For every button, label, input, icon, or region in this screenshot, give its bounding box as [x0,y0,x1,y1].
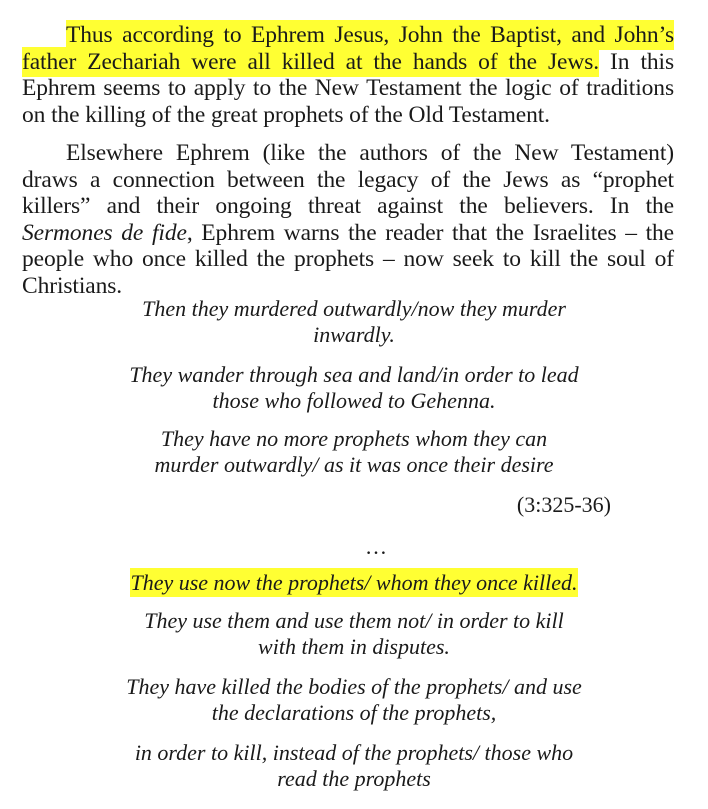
verse-stanza [0,740,708,792]
highlighted-sentence: Thus according to Ephrem Jesus, John the Baptist, and John’s father Zechariah were all killed at the hands of the Jews. [22,22,674,75]
verse-line: They wander through sea and land/in order to lead [129,362,579,387]
verse-line: the declarations of the prophets, [211,700,497,725]
verse-stanza [0,608,708,660]
verse-line: murder outwardly/ as it was once their desire [154,452,554,477]
verse-line: in order to kill, instead of the prophets/ those who [134,740,574,765]
paragraph-1-rest: In this Ephrem seems to apply to the New Testament the logic of traditions on the killing of the great prophets of the Old Testament. [22,48,674,128]
ellipsis: … [365,534,387,559]
verse-stanza [0,674,708,726]
verse-stanza [0,296,708,348]
verse-line: They have no more prophets whom they can [160,426,548,451]
document-body [22,22,674,299]
highlighted-verse-line: They use now the prophets/ whom they once killed. [130,570,578,595]
verse-line: They use them and use them not/ in order to kill [144,608,564,633]
paragraph-2-text-a: Elsewhere Ephrem (like the authors of the New Testament) draws a connection between the legacy of the Jews as “prophet killers” and their ongoing threat against the believers. In the [22,140,674,219]
verse-line: those who followed to Gehenna. [212,388,496,413]
verse-line: with them in disputes. [258,634,450,659]
paragraph-1 [22,22,674,128]
paragraph-2-text-b: , Ephrem warns the reader that the Israelites – the people who once killed the prophets – now seek to kill the soul of Christians. [22,219,674,299]
verse-line: They have killed the bodies of the prophets/ and use [126,674,582,699]
verse-citation: (3:325-36) [516,492,611,517]
verse-stanza-highlighted [0,570,708,596]
verse-line: read the prophets [277,766,431,791]
verse-line: inwardly. [313,322,395,347]
verse-stanza [0,426,708,478]
work-title: Sermones de fide [22,219,187,246]
verse-stanza [0,362,708,414]
verse-line: Then they murdered outwardly/now they murder [142,296,566,321]
paragraph-2 [22,140,674,299]
